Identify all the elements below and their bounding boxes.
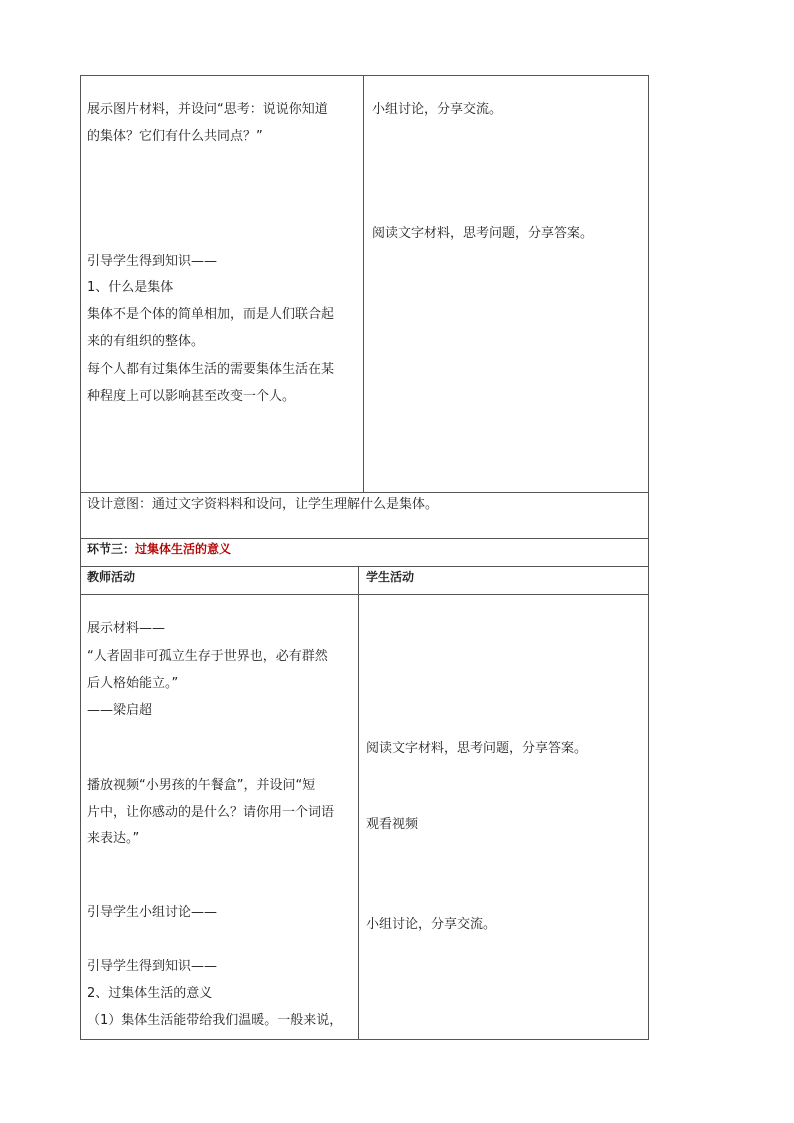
header-student-activity: 学生活动	[366, 570, 415, 584]
top-teacher-line-5: 集体不是个体的简单相加，而是人们联合起	[87, 307, 335, 322]
top-teacher-line-1: 展示图片材料，并设问“思考：说说你知道	[87, 102, 328, 117]
top-teacher-line-6: 来的有组织的整体。	[87, 334, 205, 349]
header-row	[80, 566, 649, 595]
bottom-teacher-line-6: 片中，让你感动的是什么？请你用一个词语	[87, 805, 335, 820]
top-student-line-2: 阅读文字材料，思考问题，分享答案。	[372, 226, 594, 241]
top-teacher-line-2: 的集体？它们有什么共同点？”	[87, 129, 263, 144]
bottom-teacher-line-5: 播放视频“小男孩的午餐盒”，并设问“短	[87, 778, 316, 793]
header-teacher-activity: 教师活动	[87, 570, 136, 584]
top-teacher-line-7: 每个人都有过集体生活的需要集体生活在某	[87, 362, 335, 377]
bottom-teacher-line-10: 2、过集体生活的意义	[87, 986, 213, 1001]
bottom-student-line-3: 小组讨论，分享交流。	[366, 917, 497, 932]
bottom-student-line-1: 阅读文字材料，思考问题，分享答案。	[366, 741, 588, 756]
bottom-teacher-line-2: “人者固非可孤立生存于世界也，必有群然	[87, 649, 328, 664]
bottom-table-column-divider	[358, 594, 359, 1040]
section3-prefix: 环节三：	[87, 542, 136, 556]
section3-heading	[87, 540, 231, 558]
bottom-teacher-line-9: 引导学生得到知识——	[87, 959, 218, 974]
section3-title: 过集体生活的意义	[135, 542, 232, 556]
design-intent-text: 设计意图：通过文字资料料和设问，让学生理解什么是集体。	[87, 497, 439, 512]
top-table-column-divider	[363, 75, 364, 493]
bottom-teacher-line-11: （1）集体生活能带给我们温暖。一般来说，	[87, 1013, 343, 1028]
bottom-teacher-line-3: 后人格始能立。”	[87, 676, 179, 691]
top-teacher-line-4: 1、什么是集体	[87, 280, 174, 295]
top-teacher-line-8: 种程度上可以影响甚至改变一个人。	[87, 389, 296, 404]
bottom-teacher-line-4: ——梁启超	[87, 703, 153, 718]
top-student-line-1: 小组讨论，分享交流。	[372, 102, 503, 117]
bottom-teacher-line-8: 引导学生小组讨论——	[87, 905, 218, 920]
header-column-divider	[358, 566, 359, 595]
bottom-student-line-2: 观看视频	[366, 817, 419, 832]
bottom-teacher-line-7: 来表达。”	[87, 831, 140, 846]
bottom-teacher-line-1: 展示材料——	[87, 621, 166, 636]
top-teacher-line-3: 引导学生得到知识——	[87, 254, 218, 269]
